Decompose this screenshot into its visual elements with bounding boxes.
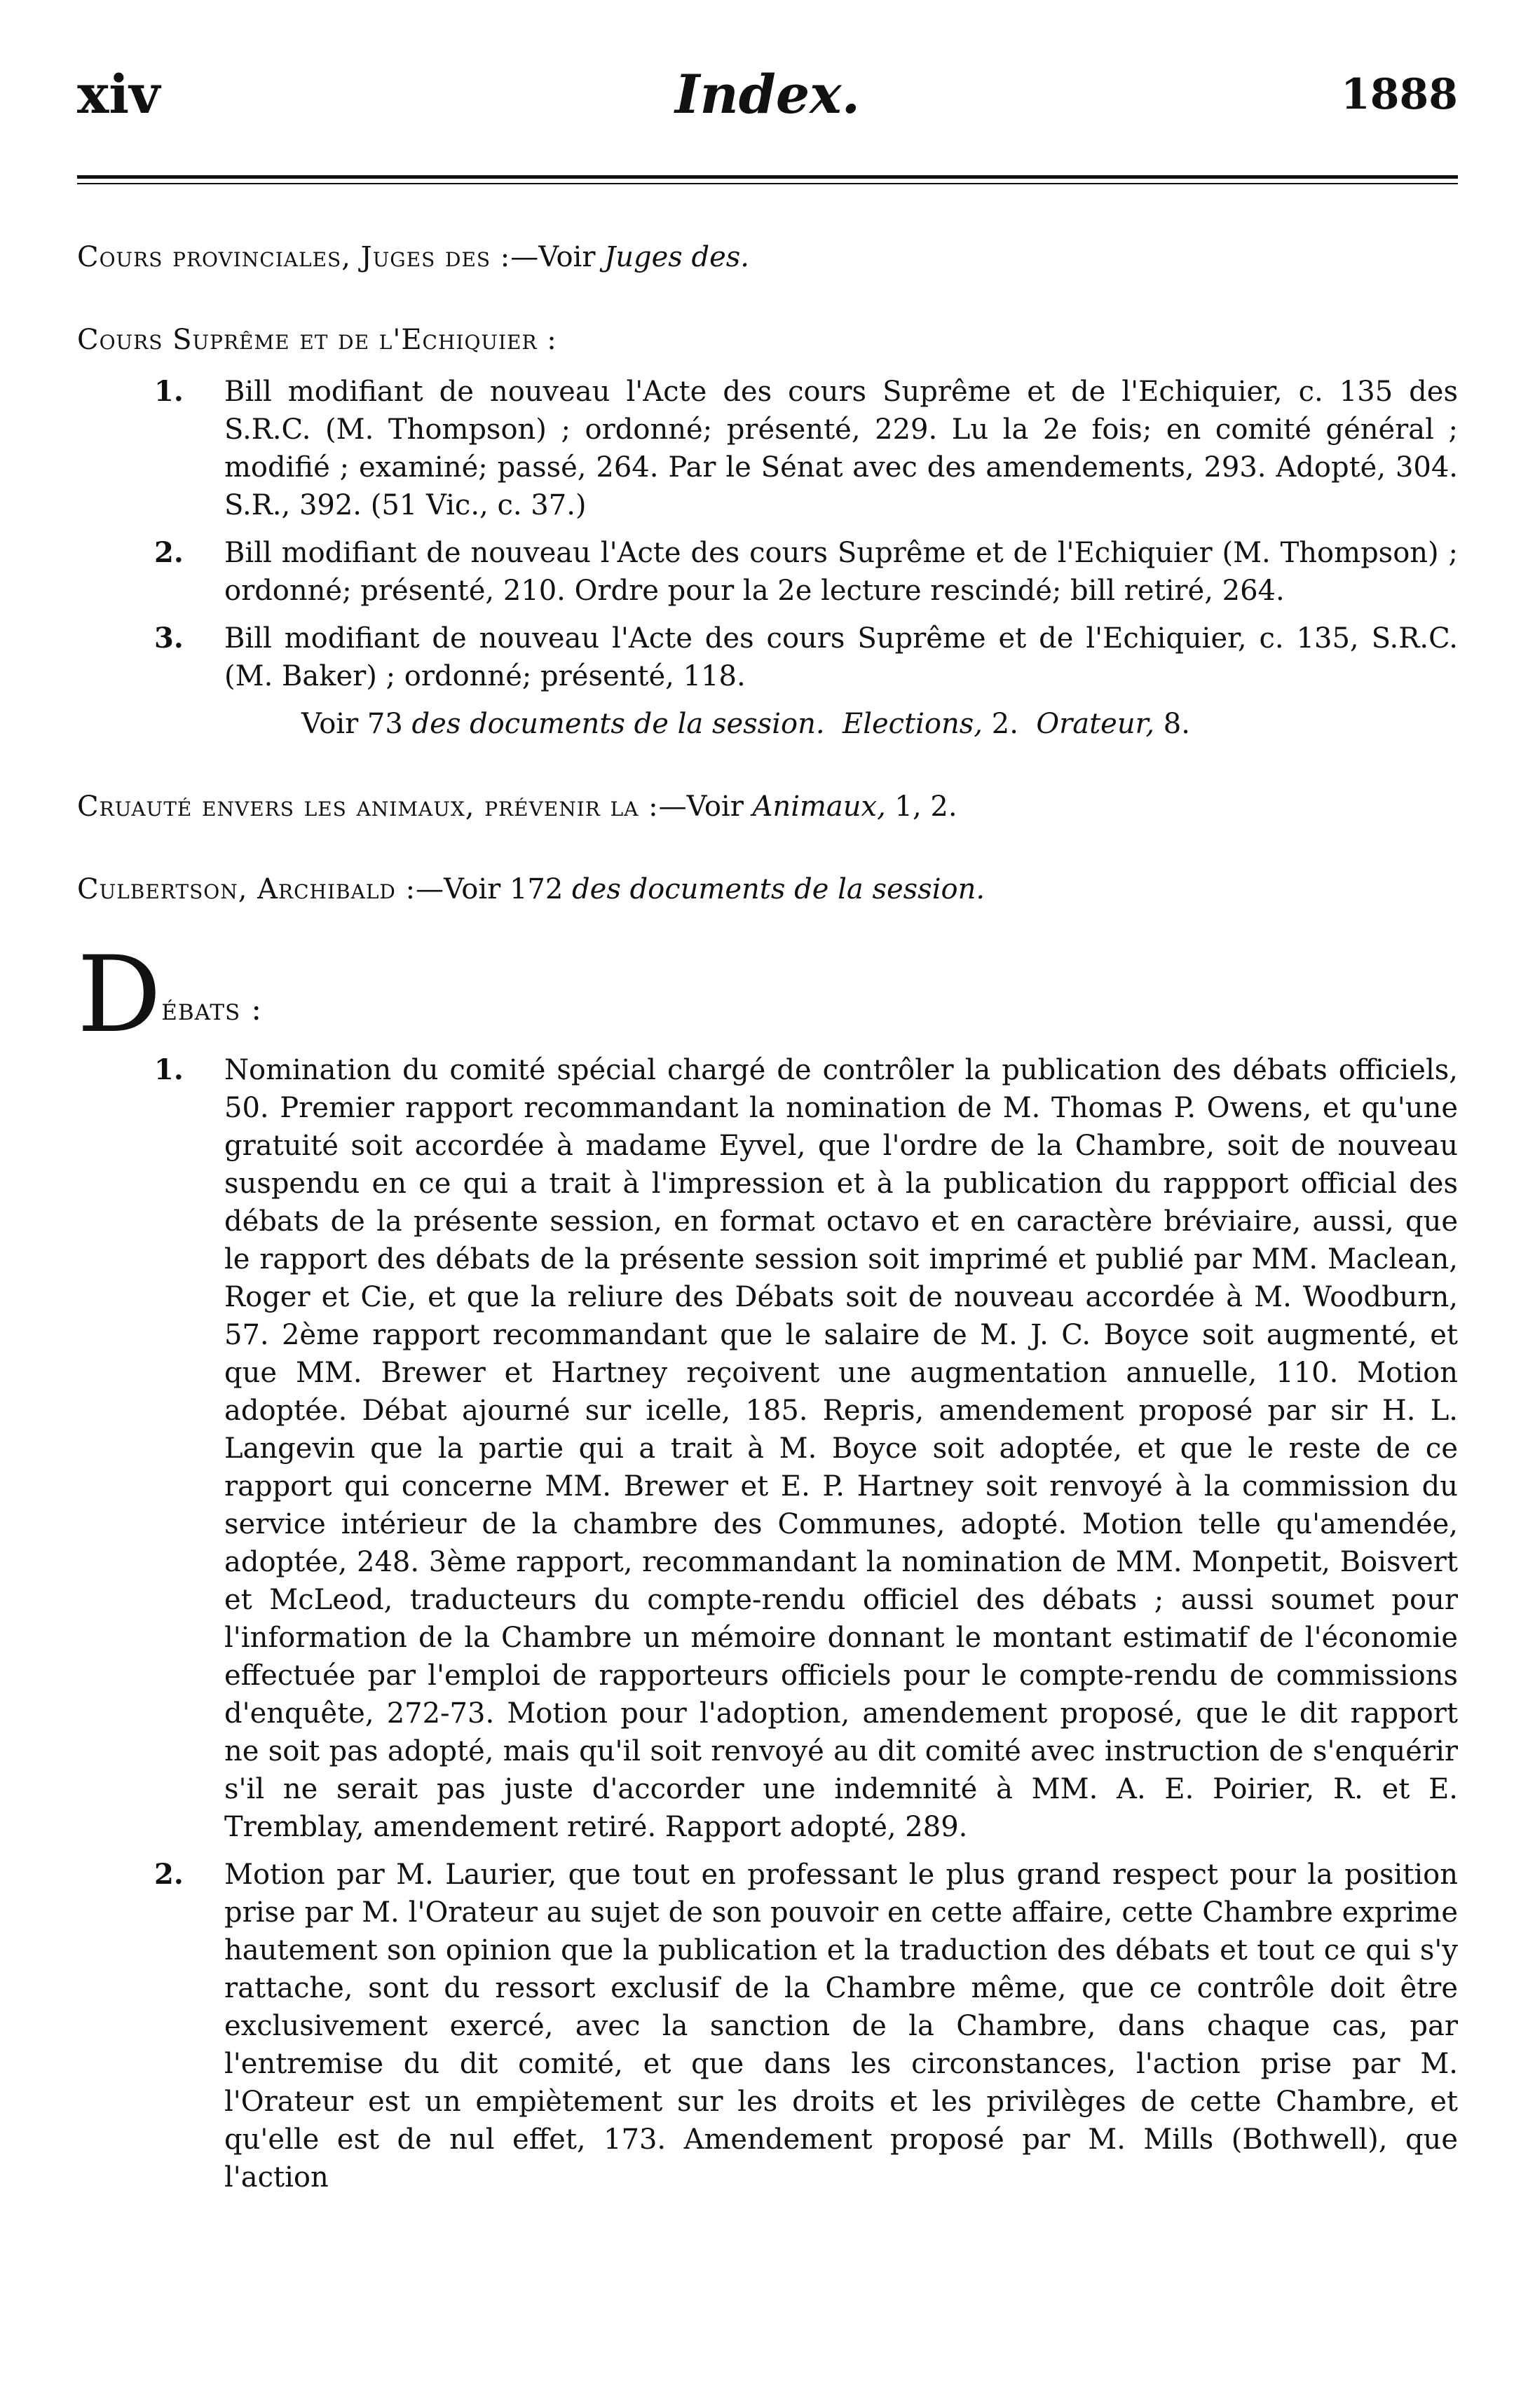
- entry-culbertson: [77, 870, 1458, 908]
- entry-heading: Cours Suprême et de l'Echiquier :: [77, 324, 557, 356]
- entry-reference: des documents de la session.: [572, 873, 985, 905]
- entry-heading: Cours provinciales, Juges des :: [77, 241, 511, 273]
- entry-heading: Culbertson, Archibald :: [77, 873, 416, 905]
- item-number: 2.: [154, 536, 184, 569]
- voir-prefix: Voir 73: [301, 708, 412, 740]
- entry-heading: [77, 934, 1458, 1056]
- entry-text: —Voir 172: [416, 873, 573, 905]
- item-number: 3.: [154, 622, 184, 655]
- drop-initial: D: [77, 934, 162, 1056]
- voir-documents: des documents de la session.: [411, 708, 825, 740]
- item-text: Bill modifiant de nouveau l'Acte des cours Suprême et de l'Echiquier, c. 135 des S.R.C. (M. Thompson) ; ordonné; présenté, 229. Lu la 2e fois; en comité général ; modifié ; examiné; passé, 264. Par le Sénat avec des amendements, 293. Adopté, 304. S.R., 392. (51 Vic., c. 37.): [224, 376, 1458, 521]
- index-page: [77, 42, 1458, 2194]
- list-item: [77, 373, 1458, 524]
- entry-cours-supreme: [77, 321, 1458, 743]
- entry-reference: Juges des.: [604, 241, 750, 273]
- item-text: Bill modifiant de nouveau l'Acte des cours Suprême et de l'Echiquier, c. 135, S.R.C. (M. Baker) ; ordonné; présenté, 118.: [224, 622, 1458, 692]
- entry-text: —Voir: [510, 241, 605, 273]
- voir-line: [77, 705, 1458, 743]
- entry-numbers: 1, 2.: [885, 791, 957, 823]
- entry-reference: Animaux,: [752, 791, 886, 823]
- page-title: Index.: [674, 63, 861, 125]
- voir-orateur-number: 8.: [1154, 708, 1190, 740]
- voir-orateur: Orateur,: [1036, 708, 1155, 740]
- list-item: [77, 620, 1458, 695]
- header-rule-thin: [77, 183, 1458, 184]
- entry-text: —Voir: [658, 791, 753, 823]
- entry-cours-provinciales: [77, 238, 1458, 276]
- entry-cruaute: [77, 788, 1458, 826]
- entry-debats: [77, 934, 1458, 2196]
- item-text: Motion par M. Laurier, que tout en professant le plus grand respect pour la position prise par M. l'Orateur au sujet de son pouvoir en cette affaire, cette Chambre exprime hautement son opinion que la publication et la traduction des débats et tout ce qui s'y rattache, sont du ressort exclusif de la Chambre même, que ce contrôle doit être exclusivement exercé, avec la sanction de la Chambre, dans chaque cas, par l'entremise du dit comité, et que dans les circonstances, l'action prise par M. l'Orateur est un empiètement sur les droits et les privilèges de cette Chambre, et qu'elle est de nul effet, 173. Amendement proposé par M. Mills (Bothwell), que l'action: [224, 1859, 1458, 2194]
- header-rule-thick: [77, 175, 1458, 179]
- entry-heading: Cruauté envers les animaux, prévenir la :: [77, 791, 659, 823]
- voir-elections-number: 2.: [983, 708, 1028, 740]
- heading-rest: ébats :: [161, 992, 263, 1027]
- entry-items: [77, 1051, 1458, 2196]
- item-text: Bill modifiant de nouveau l'Acte des cours Suprême et de l'Echiquier (M. Thompson) ; ordonné; présenté, 210. Ordre pour la 2e lecture rescindé; bill retiré, 264.: [224, 537, 1458, 607]
- entry-items: [77, 373, 1458, 695]
- list-item: [77, 1051, 1458, 1846]
- page-header: [77, 42, 1458, 147]
- page-number: xiv: [77, 63, 161, 125]
- page-year: 1888: [1341, 70, 1458, 119]
- list-item: [77, 1856, 1458, 2196]
- item-number: 1.: [154, 1053, 184, 1086]
- voir-elections: Elections,: [843, 708, 983, 740]
- list-item: [77, 534, 1458, 610]
- index-content: [77, 217, 1458, 2206]
- item-number: 1.: [154, 375, 184, 408]
- item-number: 2.: [154, 1858, 184, 1891]
- item-text: Nomination du comité spécial chargé de contrôler la publication des débats officiels, 50. Premier rapport recommandant la nomination de M. Thomas P. Owens, et qu'une gratuité soit accordée à madame Eyvel, que l'ordre de la Chambre, soit de nouveau suspendu en ce qui a trait à l'impression et à la publication du rappport official des débats de la présente session, en format octavo et en caractère bréviaire, aussi, que le rapport des débats de la présente session soit imprimé et publié par MM. Maclean, Roger et Cie, et que la reliure des Débats soit de nouveau accordée à M. Woodburn, 57. 2ème rapport recommandant que le salaire de M. J. C. Boyce soit augmenté, et que MM. Brewer et Hartney reçoivent une augmentation annuelle, 110. Motion adoptée. Débat ajourné sur icelle, 185. Repris, amendement proposé par sir H. L. Langevin que la partie qui a trait à M. Boyce soit adoptée, et que le reste de ce rapport qui concerne MM. Brewer et E. P. Hartney soit renvoyé à la commission du service intérieur de la chambre des Communes, adopté. Motion telle qu'amendée, adoptée, 248. 3ème rapport, recommandant la nomination de MM. Monpetit, Boisvert et McLeod, traducteurs du compte-rendu officiel des débats ; aussi soumet pour l'information de la Chambre un mémoire donnant le montant estimatif de l'économie effectuée par l'emploi de rapporteurs officiels pour le compte-rendu de commissions d'enquête, 272-73. Motion pour l'adoption, amendement proposé, que le dit rapport ne soit pas adopté, mais qu'il soit renvoyé au dit comité avec instruction de s'enquérir s'il ne serait pas juste d'accorder une indemnité à MM. A. E. Poirier, R. et E. Tremblay, amendement retiré. Rapport adopté, 289.: [224, 1054, 1458, 1843]
